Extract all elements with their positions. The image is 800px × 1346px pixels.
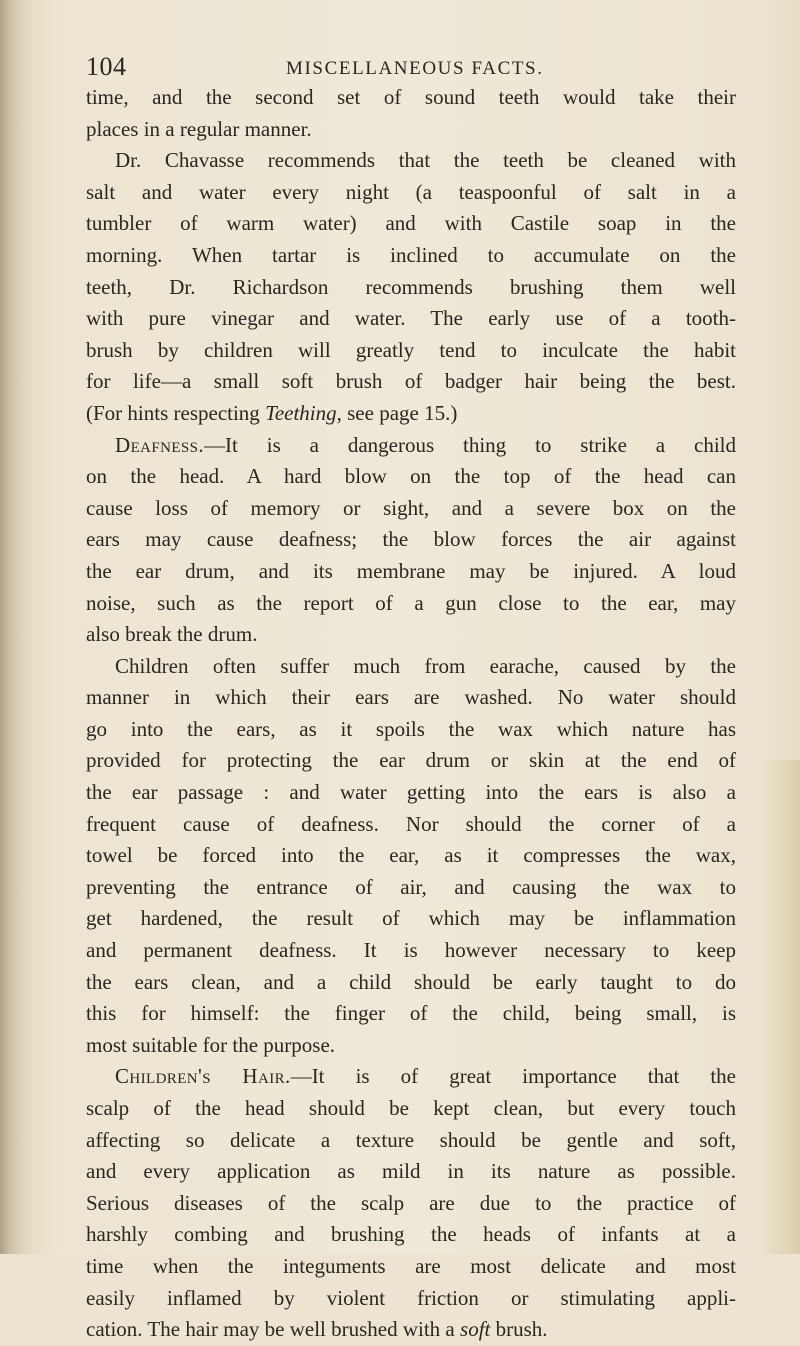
text-line: also break the drum. xyxy=(86,622,258,647)
text-line: brush by children will greatly tend to inculcate the habit xyxy=(86,337,736,362)
text-line: get hardened, the result of which may be inflammation xyxy=(86,906,736,931)
text-line: Dr. Chavasse recommends that the teeth be cleaned with xyxy=(115,148,736,173)
text-line: with pure vinegar and water. The early use of a tooth- xyxy=(86,306,736,331)
text-line: Children often suffer much from earache, caused by the xyxy=(115,653,736,678)
text-line: scalp of the head should be kept clean, but every touch xyxy=(86,1096,736,1120)
text-line xyxy=(86,430,736,462)
text-line: cause loss of memory or sight, and a severe box on the xyxy=(86,495,736,520)
italic-term: Teething xyxy=(265,400,337,425)
text-line xyxy=(86,1314,736,1346)
page-stain xyxy=(760,760,800,1254)
text-line: frequent cause of deafness. Nor should the corner of a xyxy=(86,811,736,836)
text-line: this for himself: the finger of the child, being small, is xyxy=(86,1001,736,1026)
text-line: tumbler of warm water) and with Castile soap in the xyxy=(86,211,736,236)
text-line: the ears clean, and a child should be early taught to do xyxy=(86,969,736,994)
section-heading-childrens-hair: Children's Hair. xyxy=(115,1064,291,1089)
text-line: Serious diseases of the scalp are due to the practice of xyxy=(86,1190,736,1215)
running-head xyxy=(86,52,736,86)
text-run: —It is of great importance that the xyxy=(290,1064,737,1089)
text-line: harshly combing and brushing the heads of infants at a xyxy=(86,1222,736,1247)
section-heading-deafness: Deafness. xyxy=(115,432,205,457)
text-line: preventing the entrance of air, and causing the wax to xyxy=(86,874,736,899)
text-line: morning. When tartar is inclined to accumulate on the xyxy=(86,242,736,267)
text-line: manner in which their ears are washed. No water should xyxy=(86,685,736,710)
text-line: salt and water every night (a teaspoonful of salt in a xyxy=(86,179,736,204)
text-line: for life—a small soft brush of badger hair being the best. xyxy=(86,369,736,394)
running-title: MISCELLANEOUS FACTS. xyxy=(286,58,544,79)
text-line xyxy=(86,398,736,430)
text-line: ears may cause deafness; the blow forces the air against xyxy=(86,527,736,552)
body-text xyxy=(86,82,736,1346)
text-line: provided for protecting the ear drum or skin at the end of xyxy=(86,748,736,773)
text-line: the ear passage : and water getting into the ears is also a xyxy=(86,780,736,805)
text-line: teeth, Dr. Richardson recommends brushing them well xyxy=(86,274,736,299)
page-number: 104 xyxy=(86,52,127,81)
text-line: and permanent deafness. It is however necessary to keep xyxy=(86,938,736,963)
text-run: (For hints respecting xyxy=(86,400,266,425)
text-line: most suitable for the purpose. xyxy=(86,1032,336,1057)
text-line: towel be forced into the ear, as it compresses the wax, xyxy=(86,843,736,868)
text-line: and every application as mild in its nature as possible. xyxy=(86,1159,736,1184)
text-run: , see page 15.) xyxy=(336,400,458,425)
binding-edge-shadow xyxy=(0,0,34,1254)
text-run: brush. xyxy=(490,1317,548,1342)
text-line: affecting so delicate a texture should be gentle and soft, xyxy=(86,1127,736,1152)
italic-term: soft xyxy=(460,1317,491,1342)
text-run: —It is a dangerous thing to strike a child xyxy=(204,432,736,457)
text-run: cation. The hair may be well brushed with a xyxy=(86,1317,461,1342)
text-line: time, and the second set of sound teeth would take their xyxy=(86,85,736,109)
text-line: on the head. A hard blow on the top of the head can xyxy=(86,464,736,489)
text-line: places in a regular manner. xyxy=(86,116,312,141)
text-line: go into the ears, as it spoils the wax which nature has xyxy=(86,716,736,741)
text-line: time when the integuments are most delicate and most xyxy=(86,1253,736,1278)
text-line: easily inflamed by violent friction or stimulating appli- xyxy=(86,1285,736,1310)
text-line xyxy=(86,1061,736,1093)
text-line: the ear drum, and its membrane may be injured. A loud xyxy=(86,558,736,583)
text-line: noise, such as the report of a gun close to the ear, may xyxy=(86,590,736,615)
